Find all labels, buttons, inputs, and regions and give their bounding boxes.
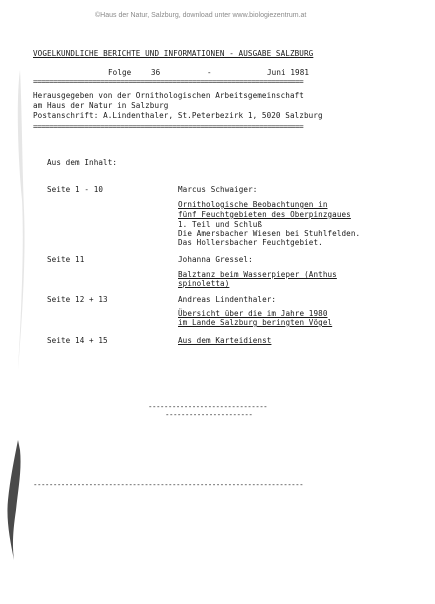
toc-page-1: Seite 1 - 10	[47, 185, 104, 194]
header-rule-top: ====================================================================	[33, 77, 304, 86]
toc-note-1b: Die Amersbacher Wiesen bei Stuhlfelden.	[178, 229, 361, 238]
toc-title-1b: fünf Feuchtgebieten des Oberpinzgaues	[178, 210, 351, 219]
folge-label: Folge	[108, 68, 132, 77]
toc-page-4: Seite 14 + 15	[47, 336, 108, 345]
toc-note-1a: 1. Teil und Schluß	[178, 220, 263, 229]
toc-author-4: Aus dem Karteidienst	[178, 336, 272, 345]
toc-title-1a: Ornithologische Beobachtungen in	[178, 200, 328, 209]
publisher-line-2: am Haus der Natur in Salzburg	[33, 101, 169, 110]
publisher-line-3: Postanschrift: A.Lindenthaler, St.Peterbezirk 1, 5020 Salzburg	[33, 111, 323, 120]
publisher-line-1: Herausgegeben von der Ornithologischen Arbeitsgemeinschaft	[33, 91, 304, 100]
toc-page-3: Seite 12 + 13	[47, 295, 108, 304]
toc-author-1: Marcus Schwaiger:	[178, 185, 258, 194]
toc-title-2a: Balztanz beim Wasserpieper (Anthus	[178, 270, 337, 279]
toc-page-2: Seite 11	[47, 255, 85, 264]
toc-author-2: Johanna Gressel:	[178, 255, 253, 264]
toc-title-3b: im Lande Salzburg beringten Vögel	[178, 318, 333, 327]
header-dash: -	[207, 68, 212, 77]
toc-heading: Aus dem Inhalt:	[47, 158, 118, 167]
header-rule-bottom: ====================================================================	[33, 122, 304, 131]
toc-title-2b: spinoletta)	[178, 279, 230, 288]
toc-author-3: Andreas Lindenthaler:	[178, 295, 277, 304]
publication-title: VOGELKUNDLICHE BERICHTE UND INFORMATIONEN - AUSGABE SALZBURG	[33, 49, 314, 58]
watermark-text: ©Haus der Natur, Salzburg, download unter www.biologiezentrum.at	[95, 12, 307, 19]
bird-silhouette-icon	[0, 40, 32, 600]
folge-number: 36	[151, 68, 161, 77]
footer-rule-2: ----------------------	[165, 410, 253, 419]
toc-title-3a: Übersicht über die im Jahre 1980	[178, 309, 328, 318]
toc-note-1c: Das Hollersbacher Feuchtgebiet.	[178, 238, 323, 247]
footer-rule-1: ------------------------------	[148, 402, 268, 411]
issue-date: Juni 1981	[267, 68, 310, 77]
footer-rule-long: --------------------------------------------------------------------	[33, 480, 304, 489]
